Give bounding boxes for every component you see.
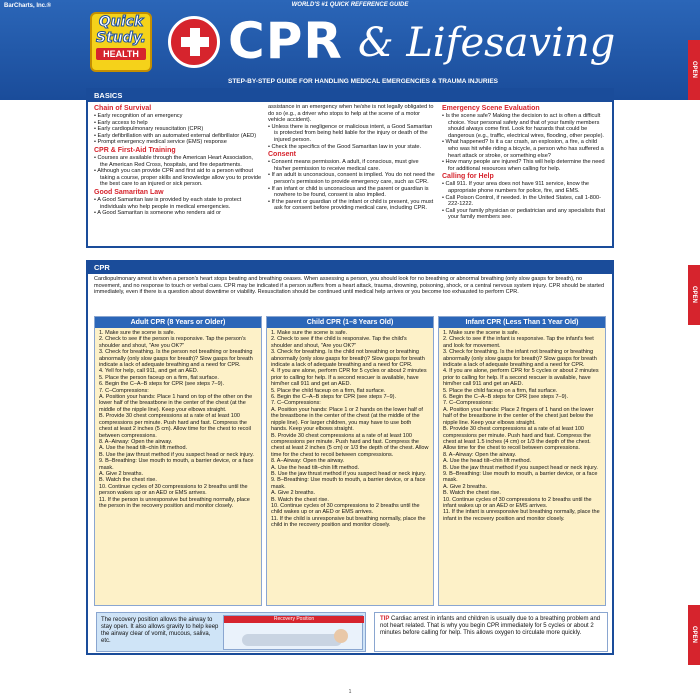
list-item: 5. Place the person faceup on a firm, flat surface.: [99, 374, 219, 381]
list-item: • If an adult is unconscious, consent is implied. You do not need the person's permission to provide emergency care, such as CPR.: [268, 172, 436, 185]
list-item: 4. If you are alone, perform CPR for 5 cycles or about 2 minutes prior to calling for help. If a second rescuer is available, have him/her call 911 and get an AED.: [271, 368, 427, 388]
list-item: 1. Make sure the scene is safe.: [99, 330, 176, 336]
list-item: 11. If the infant is unresponsive but breathing normally, place the infant in the recovery position and monitor closely.: [443, 509, 600, 522]
page-number: 1: [348, 689, 352, 695]
list-item: • Consent means permission. A adult, if conscious, must give his/her permission to receive medical care.: [268, 159, 436, 172]
list-item: • If the parent or guardian of the infant or child is present, you must ask for consent before providing medical care, including CPR.: [268, 199, 436, 212]
open-tab-bottom[interactable]: OPEN: [688, 605, 700, 665]
list-item: A. Use the head tilt–chin lift method.: [443, 458, 532, 465]
list-item: 11. If the child is unresponsive but breathing normally, place the child in the recovery position and monitor closely.: [271, 515, 426, 529]
tip-text: Cardiac arrest in infants and children is usually due to a breathing problem and not heart related. That is why you begin CPR immediately for 5 cycles or about 2 minutes before calling for help. This allows oxygen to circulate more quickly.: [380, 616, 601, 636]
tip-box: [374, 612, 608, 652]
list-item: 4. Yell for help, call 911, and get an AED.: [99, 368, 199, 375]
list-item: 5. Place the child faceup on a firm, flat surface.: [271, 387, 386, 394]
recovery-position-box: [96, 612, 366, 652]
list-item: • What happened? Is it a car crash, an explosion, a fire, a child who was hit while riding a bicycle, a person who has suffered a heart attack or stroke, or something else?: [442, 139, 608, 159]
list-item: • Early recognition of an emergency: [94, 113, 262, 120]
list-item: 6. Begin the C–A–B steps for CPR (see steps 7–9).: [443, 394, 569, 401]
title-main: CPR: [228, 12, 343, 70]
list-item: 8. A–Airway: Open the airway.: [271, 458, 345, 465]
person-body-icon: [242, 634, 342, 646]
list-item: A. Give 2 breaths.: [271, 490, 316, 497]
subtitle: STEP-BY-STEP GUIDE FOR HANDLING MEDICAL EMERGENCIES & TRAUMA INJURIES: [228, 78, 499, 85]
list-item: B. Watch the chest rise.: [271, 496, 329, 503]
open-tab-top[interactable]: OPEN: [688, 40, 700, 100]
list-item: • Unless there is negligence or malicious intent, a Good Samaritan is protected from being held liable for the injury or death of the injured person.: [268, 124, 436, 144]
quickstudy-logo: [90, 12, 152, 72]
list-item: 9. B–Breathing: Use mouth to mouth, a barrier device, or a face mask.: [99, 458, 254, 471]
list-item: 2. Check to see if the person is responsive. Tap the person's shoulder and shout, "Are you OK?": [99, 336, 246, 349]
list-item: 11. If the person is unresponsive but breathing normally, place the person in the recovery position and monitor closely.: [99, 496, 250, 509]
list-item: 8. A–Airway: Open the airway.: [443, 451, 517, 458]
person-head-icon: [334, 629, 348, 643]
calling-for-help-heading: Calling for Help: [442, 173, 494, 181]
consent-list: [268, 159, 436, 212]
basics-column-3: [442, 104, 608, 221]
child-cpr-panel: [266, 316, 434, 606]
list-item: 3. Check for breathing. Is the child not breathing or breathing abnormally (only slow gasps for breath)? Slow gasps for breath indicate a lack of adequate breathing and a need for CPR.: [271, 349, 425, 369]
logo-line-2: Study.: [96, 30, 146, 46]
logo-category: HEALTH: [96, 48, 146, 60]
list-item: 2. Check to see if the child is responsive. Tap the child's shoulder and shout, "Are you OK?": [271, 336, 407, 349]
list-item: 1. Make sure the scene is safe.: [271, 330, 348, 336]
infant-cpr-heading: Infant CPR (Less Than 1 Year Old): [439, 317, 605, 328]
list-item: B. Watch the chest rise.: [443, 490, 501, 497]
cpr-heading: CPR: [88, 262, 612, 274]
consent-heading: Consent: [268, 151, 296, 159]
list-item: • How many people are injured? This will help determine the need for additional resources when calling for help.: [442, 159, 608, 172]
adult-cpr-steps: [95, 328, 261, 511]
list-item: 5. Place the child faceup on a firm, flat surface.: [443, 387, 558, 394]
list-item: • Call Poison Control, if needed. In the United States, call 1-800-222-1222.: [442, 195, 608, 208]
list-item: B. Use the jaw thrust method if you suspect head or neck injury.: [443, 464, 598, 471]
good-samaritan-heading: Good Samaritan Law: [94, 188, 164, 196]
list-item: • A Good Samaritan is someone who renders aid or: [94, 210, 262, 217]
good-samaritan-list-continued: [268, 124, 436, 150]
list-item: 4. If you are alone, perform CPR for 5 cycles or about 2 minutes prior to calling for help. If a second rescuer is available, have him/her call 911 and get an AED.: [443, 368, 599, 388]
list-item: • Although you can provide CPR and first aid to a person without taking a course, proper skills and knowledge allow you to provide the best care to an injured or sick person.: [94, 168, 262, 188]
recovery-position-image: [223, 615, 363, 650]
list-item: A. Give 2 breaths.: [443, 483, 488, 490]
list-item: 7. C–Compressions:: [99, 387, 149, 394]
publisher-name: BarCharts, Inc.®: [4, 3, 52, 9]
header-banner: [0, 0, 700, 100]
adult-cpr-heading: Adult CPR (8 Years or Older): [95, 317, 261, 328]
list-item: • Early cardiopulmonary resuscitation (CPR): [94, 126, 262, 133]
list-item: B. Use the jaw thrust method if you suspect head or neck injury.: [271, 470, 426, 477]
recovery-position-text: The recovery position allows the airway to stay open. It also allows gravity to help keep the airway clear of vomit, mucous, saliva, etc.: [101, 617, 219, 644]
list-item: 8. A–Airway: Open the airway.: [99, 438, 173, 445]
list-item: 9. B–Breathing: Use mouth to mouth, a barrier device, or a face mask.: [271, 477, 426, 490]
tagline: WORLD'S #1 QUICK REFERENCE GUIDE: [291, 2, 409, 8]
list-item: • Prompt emergency medical service (EMS) response: [94, 139, 262, 146]
list-item: • If an infant or child is unconscious and the parent or guardian is nowhere to be found, consent is also implied.: [268, 186, 436, 199]
chain-of-survival-heading: Chain of Survival: [94, 105, 152, 112]
list-item: • A Good Samaritan law is provided by each state to protect individuals who help people in medical emergencies.: [94, 197, 262, 210]
list-item: 3. Check for breathing. Is the infant not breathing or breathing abnormally (only slow gasps for breath)? Slow gasps for breath indicate a lack of adequate breathing and a need for CPR.: [443, 349, 597, 369]
basics-heading: BASICS: [88, 90, 612, 102]
good-samaritan-list: [94, 197, 262, 217]
cpr-section: [86, 260, 614, 655]
child-cpr-steps: [267, 328, 433, 531]
list-item: 6. Begin the C–A–B steps for CPR (see steps 7–9).: [271, 394, 397, 401]
list-item: • Courses are available through the American Heart Association, the American Red Cross, hospitals, and fire departments.: [94, 155, 262, 168]
list-item: A. Give 2 breaths.: [99, 470, 144, 477]
child-cpr-heading: Child CPR (1–8 Years Old): [267, 317, 433, 328]
first-aid-training-list: [94, 155, 262, 188]
good-samaritan-continued: assistance in an emergency when he/she is not legally obligated to do so (e.g., a driver who stops to help at the scene of a motor vehicle accident).: [268, 104, 434, 124]
list-item: • Check the specifics of the Good Samaritan law in your state.: [268, 144, 436, 151]
list-item: 7. C–Compressions:: [271, 400, 321, 407]
list-item: 10. Continue cycles of 30 compressions to 2 breaths until the infant wakes up or an AED or EMS arrives.: [443, 496, 592, 509]
basics-column-2: [268, 104, 436, 212]
cpr-intro: Cardiopulmonary arrest is when a person's heart stops beating and breathing ceases. When assessing a person, you should look for no breathing or abnormal breathing (only slow gasps for breath), no movement, and no response to touch or verbal cues. CPR may be indicated if a person suffers from a heart attack, trauma, drowning, poisoning, shock, or a central nervous system injury. CPR should be started immediately, even if there is a question about downtime or viability. Resuscitation should be continued until medical help arrives or you become too exhausted to perform CPR.: [94, 276, 605, 295]
list-item: 3. Check for breathing. Is the person not breathing or breathing abnormally (only slow gasps for breath)? Slow gasps for breath indicate a lack of adequate breathing and a need for CPR.: [99, 349, 253, 369]
scene-evaluation-heading: Emergency Scene Evaluation: [442, 105, 540, 112]
list-item: B. Provide 30 chest compressions at a rate of at least 100 compressions per minute. Push hard and fast. Compress the chest at least 2 inches (5 cm). Allow time for the chest to recoil between compressions.: [99, 413, 251, 439]
basics-column-1: [94, 104, 262, 217]
list-item: A. Use the head tilt–chin lift method.: [99, 445, 188, 452]
list-item: • Early access to help: [94, 120, 262, 127]
medical-cross-icon: [168, 16, 220, 68]
list-item: • Call 911. If your area does not have 911 service, know the appropriate phone numbers for police, fire, and EMS.: [442, 181, 608, 194]
infant-cpr-panel: [438, 316, 606, 606]
logo-line-1: Quick: [98, 14, 144, 30]
list-item: A. Use the head tilt–chin lift method.: [271, 464, 360, 471]
list-item: 7. C–Compressions:: [443, 400, 493, 407]
list-item: A. Position your hands: Place 2 fingers of 1 hand on the lower half of the breastbone in the center of the chest just below the nipple line. Keep your elbows straight.: [443, 406, 594, 426]
list-item: 6. Begin the C–A–B steps for CPR (see steps 7–9).: [99, 381, 225, 388]
recovery-position-label: Recovery Position: [224, 616, 364, 623]
list-item: A. Position your hands: Place 1 or 2 hands on the lower half of the breastbone in the center of the chest (at the middle of the nipple line). For larger children, you may have to use both hands. Keep your elbows straight.: [271, 406, 423, 433]
title-secondary: & Lifesaving: [358, 20, 616, 66]
list-item: B. Watch the chest rise.: [99, 477, 157, 484]
list-item: 2. Check to see if the infant is responsive. Tap the infant's feet and look for movement.: [443, 336, 594, 349]
tip-label: TIP: [380, 616, 390, 622]
chain-of-survival-list: [94, 113, 262, 146]
list-item: • Is the scene safe? Making the decision to act is often a difficult choice. Your personal safety and that of your family members should always come first. Look for hazards that could be dangerous (e.g., traffic, electrical wires, flooding, other people).: [442, 113, 608, 139]
list-item: B. Provide 30 chest compressions at a rate of at least 100 compressions per minute. Push hard and fast. Compress the chest at least 2 inches (5 cm) or 1/3 the depth of the chest. Allow time for the chest to recoil between compressions.: [271, 432, 429, 458]
infant-cpr-steps: [439, 328, 605, 524]
list-item: 9. B–Breathing: Use mouth to mouth, a barrier device, or a face mask.: [443, 470, 598, 484]
list-item: B. Provide 30 chest compressions at a rate of at least 100 compressions per minute. Push hard and fast. Compress the chest at least 1.5 inches (4 cm) or 1/3 the depth of the chest. Allow time for the chest to recoil between compressions.: [443, 426, 591, 452]
adult-cpr-panel: [94, 316, 262, 606]
list-item: B. Use the jaw thrust method if you suspect head or neck injury.: [99, 451, 254, 458]
calling-for-help-list: [442, 181, 608, 221]
list-item: A. Position your hands: Place 1 hand on top of the other on the lower half of the breastbone in the center of the chest (at the middle of the nipple line). Keep your elbows straight.: [99, 394, 253, 413]
list-item: 10. Continue cycles of 30 compressions to 2 breaths until the person wakes up or an AED or EMS arrives.: [99, 483, 248, 497]
list-item: 10. Continue cycles of 30 compressions to 2 breaths until the child wakes up or an AED or EMS arrives.: [271, 502, 420, 516]
basics-section: [86, 88, 614, 248]
scene-evaluation-list: [442, 113, 608, 172]
first-aid-training-heading: CPR & First-Aid Training: [94, 146, 176, 154]
list-item: • Call your family physician or pediatrician and any specialists that your family members see.: [442, 208, 608, 221]
list-item: • Early defibrillation with an automated external defibrillator (AED): [94, 133, 262, 140]
open-tab-middle[interactable]: OPEN: [688, 265, 700, 325]
list-item: 1. Make sure the scene is safe.: [443, 330, 520, 336]
